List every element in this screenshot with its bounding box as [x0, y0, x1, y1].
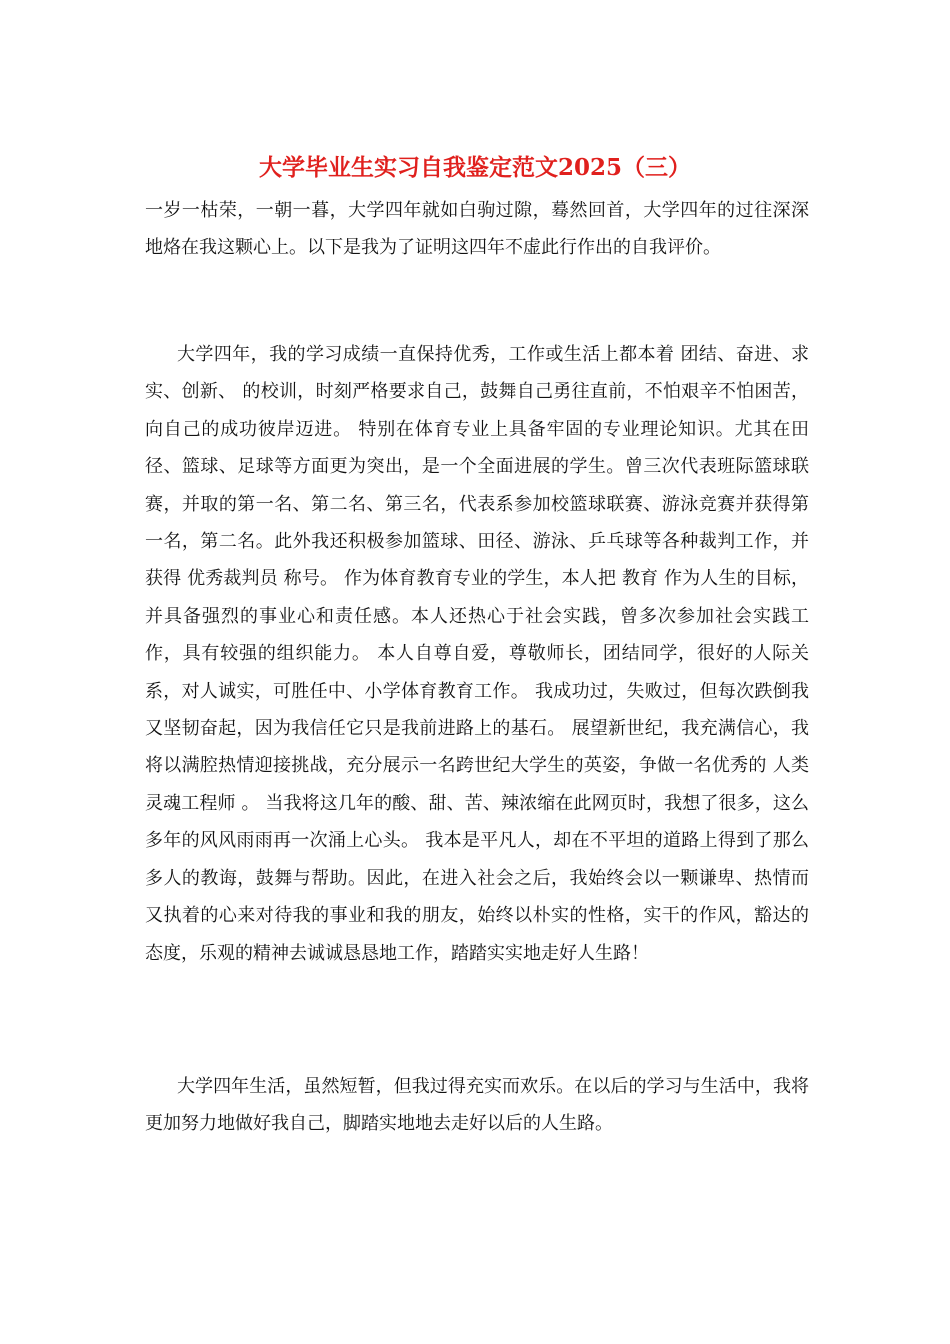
closing-paragraph: 大学四年生活，虽然短暂，但我过得充实而欢乐。在以后的学习与生活中，我将更加努力地做好我自己，脚踏实地地去走好以后的人生路。 — [145, 1076, 809, 1135]
intro-paragraph: 一岁一枯荣，一朝一暮，大学四年就如白驹过隙，蓦然回首，大学四年的过往深深地烙在我这颗心上。以下是我为了证明这四年不虚此行作出的自我评价。 — [145, 200, 809, 259]
main-paragraph: 大学四年，我的学习成绩一直保持优秀，工作或生活上都本着 团结、奋进、求实、创新、 的校训，时刻严格要求自己，鼓舞自己勇往直前，不怕艰辛不怕困苦，向自己的成功彼岸迈进。 特别在体育专业上具备牢固的专业理论知识。尤其在田径、篮球、足球等方面更为突出，是一个全面进展的学生。曾三次代表班际篮球联赛，并取的第一名、第二名、第三名，代表系参加校篮球联赛、游泳竞赛并获得第一名，第二名。此外我还积极参加篮球、田径、游泳、乒乓球等各种裁判工作，并获得 优秀裁判员 称号。 作为体育教育专业的学生，本人把 教育 作为人生的目标，并具备强烈的事业心和责任感。本人还热心于社会实践，曾多次参加社会实践工作，具有较强的组织能力。 本人自尊自爱，尊敬师长，团结同学，很好的人际关系，对人诚实，可胜任中、小学体育教育工作。 我成功过，失败过，但每次跌倒我又坚韧奋起，因为我信任它只是我前进路上的基石。 展望新世纪，我充满信心，我将以满腔热情迎接挑战，充分展示一名跨世纪大学生的英姿，争做一名优秀的 人类灵魂工程师 。 当我将这几年的酸、甜、苦、辣浓缩在此网页时，我想了很多，这么多年的风风雨雨再一次涌上心头。 我本是平凡人，却在不平坦的道路上得到了那么多人的教诲，鼓舞与帮助。因此，在进入社会之后，我始终会以一颗谦卑、热情而又执着的心来对待我的事业和我的朋友，始终以朴实的性格，实干的作风，豁达的态度，乐观的精神去诚诚恳恳地工作，踏踏实实地走好人生路！ — [145, 344, 809, 964]
document-title: 大学毕业生实习自我鉴定范文2025（三） — [258, 154, 691, 181]
